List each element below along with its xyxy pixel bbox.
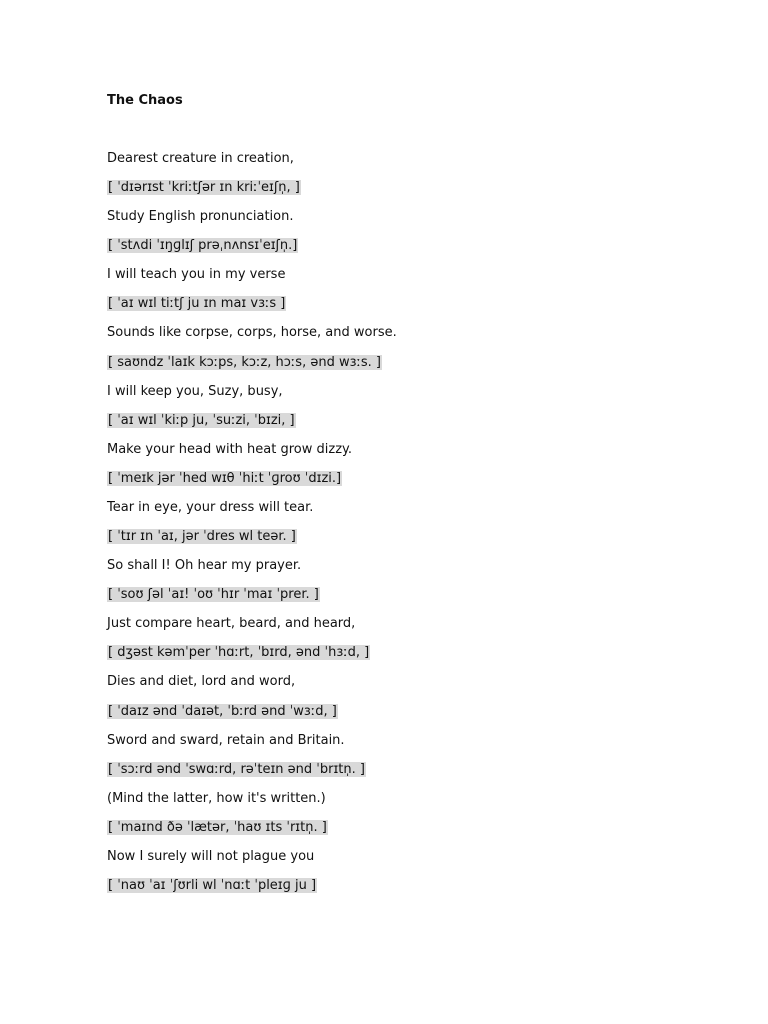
poem-line <box>107 673 295 691</box>
poem-text: I will keep you, Suzy, busy, <box>107 383 283 399</box>
ipa-text: [ ˈaɪ wɪl tiːtʃ ju ɪn maɪ vɜːs ] <box>108 296 286 312</box>
poem-line <box>107 266 285 284</box>
ipa-text: [ ˈdaɪz ənd ˈdaɪət, ˈbːrd ənd ˈwɜːd, ] <box>108 703 337 719</box>
ipa-transcription-line <box>107 295 286 313</box>
ipa-transcription-line <box>107 237 298 255</box>
poem-line <box>107 732 345 750</box>
poem-text: Dearest creature in creation, <box>107 151 294 166</box>
poem-line <box>107 848 314 866</box>
ipa-text: [ ˈtɪr ɪn ˈaɪ, jər ˈdres wl teər. ] <box>108 529 296 545</box>
poem-line <box>107 208 293 226</box>
ipa-text: [ ˈsoʊ ʃəl ˈaɪ! ˈoʊ ˈhɪr ˈmaɪ ˈprer. ] <box>108 587 319 603</box>
ipa-transcription-line <box>107 644 370 662</box>
poem-text: Now I surely will not plague you <box>107 848 315 864</box>
ipa-text: [ ˈdɪərɪst ˈkriːtʃər ɪn kriːˈeɪʃn̩, ] <box>108 180 300 196</box>
ipa-transcription-line <box>107 470 342 488</box>
ipa-text: [ ˈsɔːrd ənd ˈswɑːrd, rəˈteɪn ənd ˈbrɪtn̩. ] <box>108 761 365 777</box>
ipa-transcription-line <box>107 354 382 372</box>
ipa-transcription-line <box>107 877 317 895</box>
poem-text: I will teach you in my verse <box>107 267 286 283</box>
poem-text: Dies and diet, lord and word, <box>107 674 296 690</box>
document-page <box>107 92 727 893</box>
poem-line <box>107 324 397 342</box>
ipa-transcription-line <box>107 586 320 604</box>
poem-text: So shall I! Oh hear my prayer. <box>107 558 302 574</box>
ipa-text: [ ˈmeɪk jər ˈhed wɪθ ˈhiːt ˈɡroʊ ˈdɪzi.] <box>108 470 342 486</box>
ipa-text: [ ˈaɪ wɪl ˈkiːp ju, ˈsuːzi, ˈbɪzi, ] <box>108 412 295 428</box>
poem-line <box>107 150 294 168</box>
ipa-text: [ ˈnaʊ ˈaɪ ˈʃʊrli wl ˈnɑːt ˈpleɪɡ ju ] <box>108 878 317 893</box>
ipa-transcription-line <box>107 412 296 430</box>
poem-text: Tear in eye, your dress will tear. <box>107 499 314 515</box>
ipa-text: [ dʒəst kəmˈper ˈhɑːrt, ˈbɪrd, ənd ˈhɜːd, ] <box>108 645 370 661</box>
poem-line <box>107 557 301 575</box>
poem-text: Sounds like corpse, corps, horse, and worse. <box>107 325 397 341</box>
ipa-transcription-line <box>107 703 338 721</box>
poem-text: Sword and sward, retain and Britain. <box>107 732 345 748</box>
document-title: The Chaos <box>107 93 183 108</box>
poem-text: Make your head with heat grow dizzy. <box>107 441 352 457</box>
ipa-text: [ ˈstʌdi ˈɪŋɡlɪʃ prəˌnʌnsɪˈeɪʃn̩.] <box>108 238 298 254</box>
ipa-transcription-line <box>107 528 297 546</box>
poem-text: (Mind the latter, how it's written.) <box>107 790 326 806</box>
poem-line <box>107 383 283 401</box>
poem-line <box>107 441 352 459</box>
ipa-text: [ saʊndz ˈlaɪk kɔːps, kɔːz, hɔːs, ənd wɜːs. ] <box>108 354 381 370</box>
ipa-text: [ ˈmaɪnd ðə ˈlætər, ˈhaʊ ɪts ˈrɪtn̩. ] <box>108 819 327 835</box>
poem-line <box>107 790 326 808</box>
poem-line <box>107 615 355 633</box>
ipa-transcription-line <box>107 761 366 779</box>
ipa-transcription-line <box>107 179 301 197</box>
poem-line <box>107 499 313 517</box>
ipa-transcription-line <box>107 819 328 837</box>
poem-text: Study English pronunciation. <box>107 209 294 225</box>
poem-text: Just compare heart, beard, and heard, <box>107 616 356 632</box>
